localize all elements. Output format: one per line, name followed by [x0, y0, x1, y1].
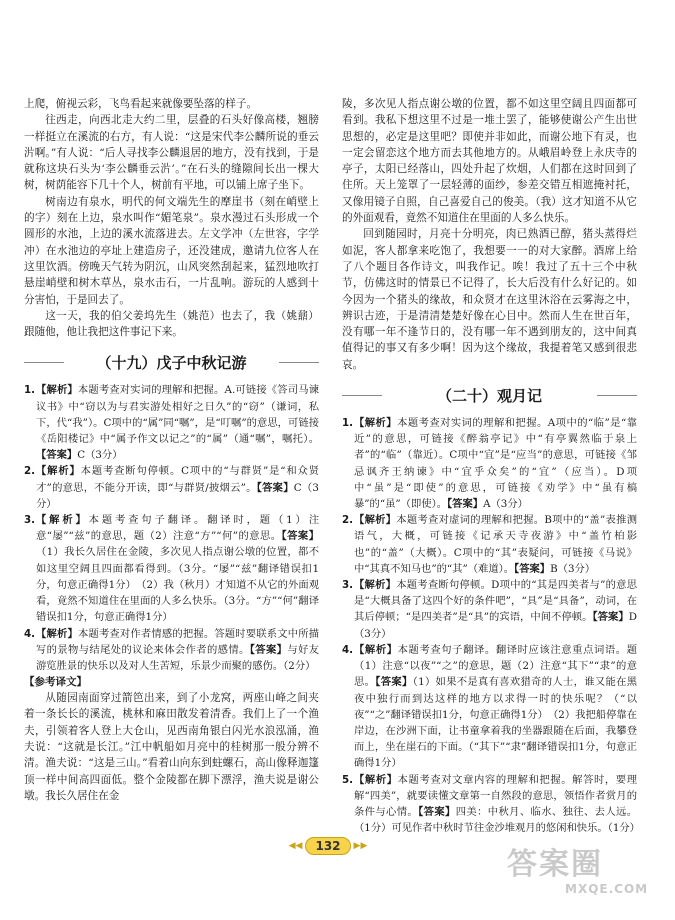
- question-item: [342, 415, 637, 512]
- heading-rule-right: [279, 362, 319, 363]
- right-column: [342, 96, 640, 836]
- question-item: [24, 382, 319, 463]
- paragraph: 这一天，我的伯父姜坞先生（姚范）也去了，我（姚鼐）跟随他，他让我把这件事记下来。: [24, 309, 319, 339]
- analysis-text: 本题考查对实词的理解和把握。A.可链接《答司马谏议书》中“窃以为与君实游处相好之日久”的“窃”（谦词，私下，代“我”）。C项中的“属”同“嘱”，是“叮嘱”的意思，可链接《岳阳楼记》中“属予作文以记之”的“属”（通“嘱”，嘱托）。: [36, 384, 319, 446]
- answer-text: 四美：中秋月、临水、独往、去人远。（1分）可见作者中秋时节往金沙堆观月的悠闲和快乐。（1分）: [354, 805, 640, 835]
- page-number: [288, 836, 368, 856]
- answer-text: C（3分）: [36, 481, 319, 510]
- answer-tag: 【答案】: [281, 530, 319, 543]
- analysis-tag: 【解析】: [354, 643, 398, 656]
- analysis-text: 本题考查对实词的理解和把握。A项中的“临”是“靠近”的意思，可链接《醉翁亭记》中“有亭翼然临于泉上者”的“临”（靠近）。C项中“宜”是“应当”的意思，可链接《邹忌讽齐王纳谏》中“宜乎众矣”的“宜”（应当）。D项中“虽”是“即使”的意思，可链接《劝学》中“虽有槁暴”的“虽”（即使）。: [354, 417, 637, 511]
- analysis-text: 本题考查句子翻译。翻译时，题（1）注意“屡”“兹”的意思，题（2）注意“方”“何”的意思。: [36, 514, 319, 543]
- question-item: [342, 772, 640, 837]
- watermark-text: 答案圈: [507, 847, 603, 882]
- reference-translation-title: 【参考译文】: [24, 676, 87, 689]
- analysis-text: 本题考查断句停顿。D项中的“其是四美者与”的意思是“大概具备了这四个好的条件吧”，“具”是“具备”，动词，在其后停顿；“是四美者”是“具”的宾语，中间不停顿。: [354, 579, 637, 624]
- analysis-tag: 【解析】: [354, 417, 398, 430]
- answer-tag: 【答案】: [375, 676, 413, 689]
- analysis-text: 本题考查句子翻译。翻译时应该注意重点词语。题（1）注意“以夜”“之”的意思，题（2）注意“其下”“隶”的意思。: [354, 643, 638, 689]
- left-column: [24, 96, 319, 804]
- section-heading: [24, 350, 319, 374]
- right-arrow-icon: ▶▶: [353, 841, 368, 851]
- analysis-tag: 【解析】: [36, 627, 78, 640]
- paragraph: 往西走，向西北走大约二里，层叠的石头好像高楼，翘膀一样挺立在溪流的右方，有人说：“这是宋代李公麟所说的垂云沜啊。”有人说：“后人寻找李公麟退居的地方，没有找到，于是就称这块石头为‘李公麟垂云沜’。”在石头的缝隙间长出一棵大树，树荫能容下几十个人，树前有平地，可以铺上席子坐下。: [24, 114, 319, 192]
- heading-rule-right: [597, 395, 637, 396]
- answer-tag: 【答案】: [418, 805, 456, 818]
- item-number: 1.: [24, 384, 36, 397]
- answer-text: A（3分）: [483, 498, 528, 511]
- translation-paragraph: 从随园南面穿过箭笆出来，到了小龙窝，两座山峰之间夹着一条长长的溪流，桃林和麻田散发着清香。我们上了一个渔夫，引领着客人登上大仓山，见西南角银白闪光水浪泓涌，渔夫说：“这就是长江。”江中帆船如月亮中的桂树那一般分辨不清。渔夫说：“这是三山。”看着山向东到蛀螺石，高山像释迦篷顶一样中间高四面低。整个金陵都在脚下漂浮，渔夫说是谢公墩。我长久居住在金: [24, 692, 319, 802]
- page-number-badge: 132: [305, 837, 350, 855]
- item-number: 1.: [342, 417, 354, 430]
- answer-tag: 【答案】: [249, 643, 288, 656]
- item-number: 5.: [342, 773, 354, 786]
- answer-text: B（3分）: [550, 562, 596, 575]
- analysis-tag: 【解析】: [354, 514, 397, 527]
- analysis-tag: 【解析】: [354, 773, 398, 786]
- analysis-tag: 【解析】: [36, 384, 78, 397]
- answer-text: C（3分）: [77, 449, 123, 462]
- analysis-tag: 【解析】: [36, 465, 81, 478]
- item-number: 3.: [24, 514, 36, 527]
- section-title: （十九）戊子中秋记游: [96, 353, 247, 372]
- answer-text: D（3分）: [354, 611, 637, 640]
- heading-rule-left: [24, 362, 64, 363]
- item-number: 4.: [342, 643, 354, 656]
- left-arrow-icon: ◀◀: [288, 841, 303, 851]
- analysis-text: 本题考查断句停顿。C项中的“与群贤”是“和众贤才”的意思，不能分开读，即“与群贤/披烟云”。: [36, 465, 320, 494]
- analysis-tag: 【解析】: [354, 579, 397, 592]
- item-number: 2.: [24, 465, 36, 478]
- paragraph: 上爬，俯视云彩，飞鸟看起来就像要坠落的样子。: [24, 98, 258, 110]
- question-item: [24, 626, 319, 675]
- item-number: 4.: [24, 627, 36, 640]
- item-number: 3.: [342, 579, 354, 592]
- answer-tag: 【答案】: [447, 498, 484, 511]
- question-item: [24, 512, 319, 625]
- paragraph: 树南边有泉水，明代的何文端先生的摩崖书（刻在峭壁上的字）刻在上边，泉水叫作“媚笔泉”。泉水漫过石头形成一个圆形的水池，上边的溪水流落进去。左文学冲（左世容，字学冲）在水池边的亭址上建造房子，还没建成，邀请九位客人在这里饮酒。傍晚天气转为阴沉，山风突然刮起来，猛烈地吹打悬崖峭壁和树木草丛，泉水击石，一片乱响。游玩的人感到十分害怕，于是回去了。: [24, 195, 319, 306]
- paragraph: 陵，多次见人指点谢公墩的位置，都不如这里空阔且四面都可看到。我私下想这里不过是一堆土罢了，能够使谢公产生出世思想的，必定是这里吧？即使并非如此，而谢公地下有灵，也一定会留恋这个地方而去其他地方的。从峨眉岭登上永庆寺的亭子，太阳已经落山，四处升起了炊烟，人们都在这时回到了住所。天上笼罩了一层轻薄的面纱，参差交错互相遮掩衬托，又像用镜子自照，自己喜爱自己的俊美。（我）这才知道不从它的外面观看，竟然不知道住在里面的人多么快乐。: [342, 98, 637, 225]
- section-title: （二十）观月记: [436, 386, 542, 405]
- answer-text: （1）如果不是真有喜欢猎奇的人士，谁又能在黑夜中独行而到达这样的地方以求得一时的快乐呢？（“以夜”“之”翻译错误扣1分，句意正确得1分） （2）我把船停靠在岸边，在沙洲下面，让书童拿着我的坐器跟随在后面，我攀登而上，坐在崖石的下面。（“其下”“隶”翻译错误扣1分，句意正确得1分）: [354, 676, 638, 770]
- answer-tag: 【答案】: [514, 562, 551, 575]
- question-item: [342, 642, 637, 772]
- answer-text: 与好友游览胜景的快乐以及对人生苦短，乐景少而聚的感伤。（2分）: [36, 643, 320, 672]
- question-item: [342, 577, 637, 642]
- answer-tag: 【答案】: [256, 481, 294, 494]
- answer-text: （1）我长久居住在金陵，多次见人指点谢公墩的位置，都不如这里空阔且四面都看得到。（3分。“屡”“兹”翻译错误扣1分，句意正确得1分） （2）我（秋月）才知道不从它的外面观看，竟然不知道住在里面的人多么快乐。（3分。“方”“何”翻译错误扣1分，句意正确得1分）: [36, 546, 319, 624]
- answer-tag: 【答案】: [36, 449, 78, 462]
- answer-tag: 【答案】: [592, 611, 629, 624]
- item-number: 2.: [342, 514, 354, 527]
- question-item: [24, 463, 319, 512]
- analysis-text: 本题考查对文章内容的理解和把握。解答时，要理解“四美”，就要读懂文章第一自然段的意思，领悟作者赏月的条件与心情。: [354, 773, 638, 818]
- heading-rule-left: [342, 395, 382, 396]
- analysis-text: 本题考查对虚词的理解和把握。B项中的“盖”表推测语气，大概，可链接《记承天寺夜游》中“盖竹柏影也”的“盖”（大概）。C项中的“其”表疑问，可链接《马说》中“其真不知马也”的“其”（难道）。: [354, 514, 637, 575]
- watermark-logo: [507, 848, 657, 908]
- question-item: [342, 512, 637, 577]
- section-heading: [342, 383, 637, 407]
- watermark-url: MXQE.COM: [565, 882, 649, 896]
- analysis-text: 本题考查对作者情感的把握。答题时要联系文中所描写的景物与结尾处的议论来体会作者的感情。: [36, 627, 320, 656]
- analysis-tag: 【解析】: [36, 514, 89, 527]
- paragraph: 回到随园时，月亮十分明亮，肉已熟酒已醇，猪头蒸得烂如泥，客人都拿来吃饱了，我想要一一的对大家醉。酒席上给了八个题目各作诗文，叫我作记。唉！我过了五十三个中秋节，仿佛这时的情景已不记得了，长大后没有什么好记的。如今因为一个猪头的缘故，和众贤才在这里沐浴在云雾海之中，辨识古迹，于是清清楚楚好像在心目中。然而人生在世百年，没有哪一年不逢节日的，没有哪一年不遇到朋友的，这中间真值得记的事又有多少啊！因为这个缘故，我提着笔又感到很悲哀。: [342, 228, 637, 371]
